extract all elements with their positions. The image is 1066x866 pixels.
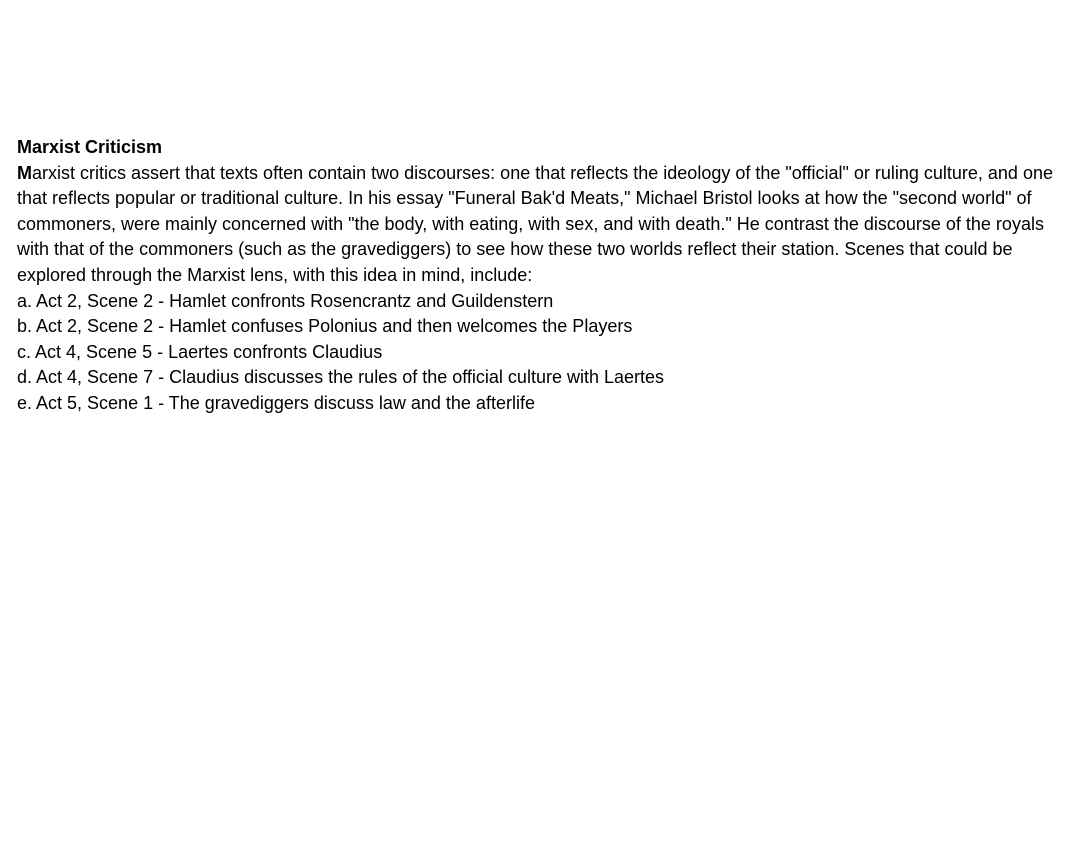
intro-text: arxist critics assert that texts often contain two discourses: one that reflects the ideology of the "official" or ruling culture, and one that reflects popular or traditional culture. In his essay "Funeral Bak'd Meats," Michael Bristol looks at how the "second world" of commoners, were mainly concerned with "the body, with eating, with sex, and with death." He contrast the discourse of the royals with that of the commoners (such as the gravediggers) to see how these two worlds reflect their station. Scenes that could be explored through the Marxist lens, with this idea in mind, include: xyxy=(17,162,1053,285)
list-item: e. Act 5, Scene 1 - The gravediggers discuss law and the afterlife xyxy=(17,392,535,413)
list-item: a. Act 2, Scene 2 - Hamlet confronts Rosencrantz and Guildenstern xyxy=(17,290,554,311)
intro-initial-letter: M xyxy=(17,162,32,183)
list-item: b. Act 2, Scene 2 - Hamlet confuses Polonius and then welcomes the Players xyxy=(17,316,633,337)
list-item: c. Act 4, Scene 5 - Laertes confronts Claudius xyxy=(17,341,383,362)
list-item: d. Act 4, Scene 7 - Claudius discusses the rules of the official culture with Laertes xyxy=(17,367,665,388)
intro-paragraph xyxy=(17,161,1059,289)
scene-list xyxy=(17,289,1059,417)
document-title: Marxist Criticism xyxy=(17,137,163,157)
document-body xyxy=(17,135,1059,417)
